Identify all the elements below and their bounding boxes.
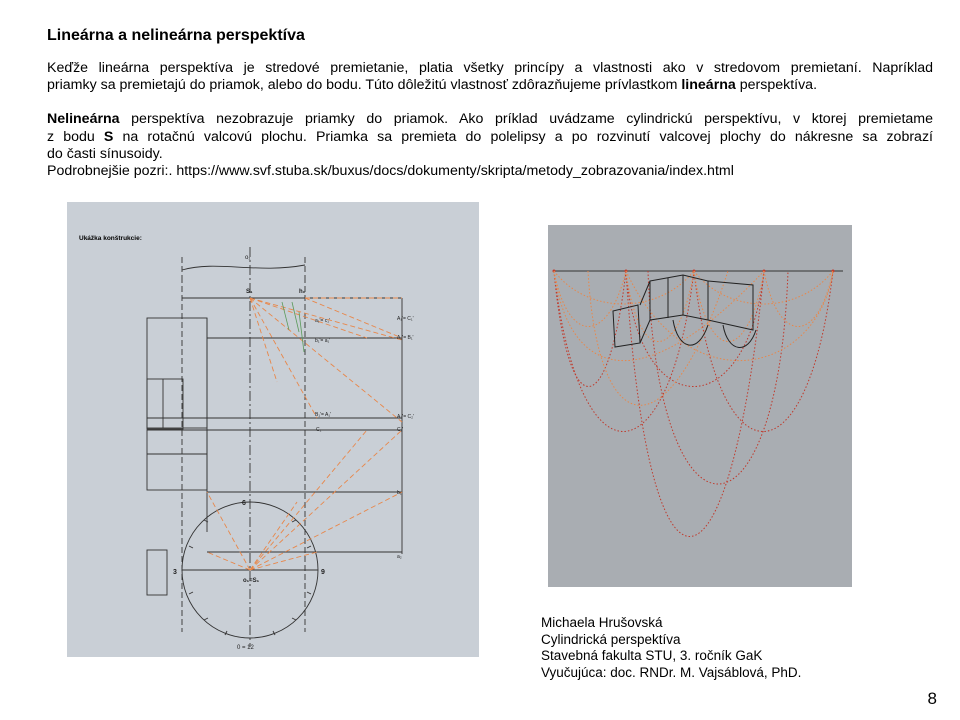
text-span: na rotačnú valcovú plochu. Priamka sa premieta do polelipsy a po rozvinutí valcovej plochy do nákresne sa zobrazí xyxy=(113,128,933,145)
paragraph-nonlinear-line-3: do časti sínusoidy. xyxy=(47,145,163,162)
ray xyxy=(250,298,317,418)
curve xyxy=(764,271,833,327)
paragraph-linear-line-1: Keďže lineárna perspektíva je stredové premietanie, platia všetky princípy a vlastnosti ako v stredovom premietaní. Napríklad xyxy=(47,60,933,76)
construction-figure xyxy=(67,202,479,657)
tick xyxy=(189,592,193,594)
ray xyxy=(282,302,289,330)
tick xyxy=(307,546,311,548)
label-a2: A₂'= C₂' xyxy=(397,414,415,420)
cylindrical-perspective-figure xyxy=(548,225,852,587)
label-c2: C₁' xyxy=(397,427,404,433)
top-curve xyxy=(182,265,305,270)
sinusoid-curves-orange xyxy=(554,271,833,405)
building-plan xyxy=(147,430,207,490)
page-number: 8 xyxy=(927,689,937,708)
paragraph-linear xyxy=(47,60,933,94)
paragraph-nonlinear-line-1 xyxy=(47,111,933,128)
tick xyxy=(307,592,311,594)
tick xyxy=(204,618,208,620)
credits-teacher: Vyučujúca: doc. RNDr. M. Vajsáblová, PhD. xyxy=(541,664,802,680)
label-0-12: 0 = 12 xyxy=(237,645,254,651)
building-edges xyxy=(640,281,650,343)
label-h1: h₁ xyxy=(299,289,306,295)
credits-author: Michaela Hrušovská xyxy=(541,615,663,630)
construction-drawing xyxy=(67,202,479,657)
curve xyxy=(648,271,788,484)
credits xyxy=(541,615,801,681)
label-o1: o₁ xyxy=(245,255,251,261)
building-perspective xyxy=(613,275,756,347)
building-plan-small xyxy=(147,550,167,595)
curve xyxy=(554,271,764,361)
label-r5: a₂ xyxy=(397,554,402,560)
label-b1: A₂'= B₁' xyxy=(397,335,414,341)
figure-labels xyxy=(173,255,414,651)
label-r3: B₁'= A₁' xyxy=(315,412,331,418)
ray xyxy=(250,430,367,570)
ray xyxy=(299,312,304,352)
label-9: 9 xyxy=(321,569,325,576)
ray xyxy=(250,298,277,382)
curve xyxy=(554,271,626,327)
ray xyxy=(250,492,402,570)
curve xyxy=(554,271,626,387)
building-detail xyxy=(147,379,183,429)
text-span: priamky sa premietajú do priamok, alebo do bodu. Túto dôležitú vlastnosť zdôrazňujeme prívlastkom xyxy=(47,77,682,94)
ray xyxy=(207,552,250,570)
label-r1: a₁'= c₁' xyxy=(315,318,330,324)
cylindrical-perspective-drawing xyxy=(548,225,852,587)
bold-term-s: S xyxy=(103,128,114,145)
ray xyxy=(292,302,299,332)
ray xyxy=(250,298,367,338)
label-c1: C₁ xyxy=(316,427,322,433)
label-3: 3 xyxy=(173,569,177,576)
paragraph-linear-line-2 xyxy=(47,77,933,94)
curve xyxy=(588,271,728,405)
curve xyxy=(554,271,694,432)
ray xyxy=(250,430,402,570)
building-block xyxy=(613,305,640,347)
body-text xyxy=(47,60,933,180)
ray xyxy=(250,502,297,570)
figure-caption: Ukážka konštrukcie: xyxy=(79,235,142,242)
slide-title: Lineárna a nelineárna perspektíva xyxy=(47,27,305,44)
label-r2: b₁'= a₁' xyxy=(315,338,331,344)
label-o1-s1: o₁=S₁ xyxy=(243,578,260,584)
curve xyxy=(626,271,764,537)
text-span: perspektíva nezobrazuje priamky do priamok. Ako príklad uvádzame cylindrickú perspektívu, v ktorej premietame xyxy=(119,111,933,128)
label-6: 6 xyxy=(242,500,246,507)
credits-school: Stavebná fakulta STU, 3. ročník GaK xyxy=(541,648,763,663)
construction-lines xyxy=(147,247,402,647)
reference-link-line: Podrobnejšie pozri:. https://www.svf.stuba.sk/buxus/docs/dokumenty/skripta/metody_zobrazovania/index.html xyxy=(47,163,734,180)
bold-term-linearna: lineárna xyxy=(681,77,736,94)
ray xyxy=(250,298,402,422)
tick xyxy=(292,520,296,522)
curve xyxy=(554,271,694,304)
curve xyxy=(626,271,833,361)
paragraph-nonlinear-line-2 xyxy=(47,129,933,146)
label-s1: S₁ xyxy=(246,289,253,295)
bold-term-nelinearna: Nelineárna xyxy=(47,111,120,128)
building-front xyxy=(147,318,207,428)
label-r4: b₁ xyxy=(397,490,402,496)
tick xyxy=(189,546,193,548)
paragraph-nonlinear xyxy=(47,111,933,163)
building-edges xyxy=(668,275,683,318)
credits-work: Cylindrická perspektíva xyxy=(541,631,681,647)
sinusoid-curves-red xyxy=(554,271,833,537)
text-span: z bodu xyxy=(47,128,104,145)
text-span: perspektíva. xyxy=(735,77,818,94)
tick xyxy=(292,618,296,620)
label-a1: A₁'= C₁' xyxy=(397,316,414,322)
curve xyxy=(694,271,833,432)
building-block xyxy=(708,281,753,330)
